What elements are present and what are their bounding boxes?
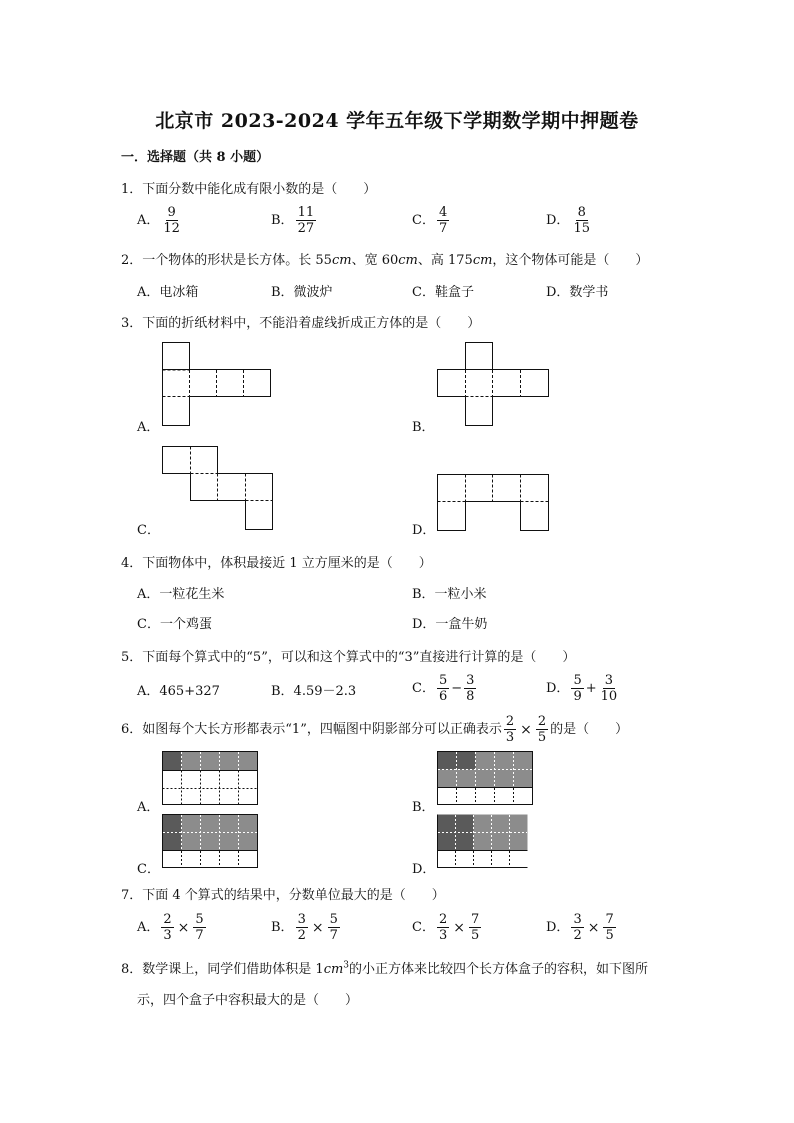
question-3-stem: 3．下面的折纸材料中，不能沿着虚线折成正方体的是（ ） xyxy=(121,316,481,331)
fraction: $\frac{4}{7}$ xyxy=(438,205,448,236)
q4-option-d[interactable]: D．一盒牛奶 xyxy=(412,617,488,632)
q3-label-c[interactable]: C． xyxy=(137,523,160,538)
fraction: $\frac{2}{3}$ xyxy=(438,912,448,943)
q6-grid-b-figure[interactable] xyxy=(437,751,535,807)
q1-option-a[interactable] xyxy=(137,205,184,236)
q6-grid-a-figure[interactable] xyxy=(162,751,260,807)
q4-option-c[interactable]: C．一个鸡蛋 xyxy=(137,617,212,632)
fraction: $\frac{5}{9}$ xyxy=(573,673,582,704)
fraction: $\frac{11}{27}$ xyxy=(297,205,315,236)
section-heading: 一．选择题（共 8 小题） xyxy=(121,150,270,165)
fraction: $\frac{5}{6}$ xyxy=(438,673,448,704)
option-label: B． xyxy=(271,213,294,228)
q6-grid-c-figure[interactable] xyxy=(162,814,260,870)
q2-option-c[interactable]: C．鞋盒子 xyxy=(412,285,474,300)
question-2-stem: 2．一个物体的形状是长方体。长 55cm、宽 60cm、高 175cm，这个物体可能是（ ） xyxy=(121,253,649,268)
option-label: D． xyxy=(546,213,570,228)
fraction: $\frac{5}{7}$ xyxy=(329,912,338,943)
q3-net-d-figure[interactable] xyxy=(435,472,553,534)
q3-net-a-figure[interactable] xyxy=(160,340,272,430)
question-5-stem: 5．下面每个算式中的“5”，可以和这个算式中的“3”直接进行计算的是（ ） xyxy=(121,650,576,665)
question-7-stem: 7．下面 4 个算式的结果中，分数单位最大的是（ ） xyxy=(121,888,445,903)
fraction: $\frac{9}{12}$ xyxy=(163,205,180,236)
q6-label-c[interactable]: C． xyxy=(137,862,160,877)
q7-option-b[interactable]: B． $\frac{3}{2}$ × $\frac{5}{7}$ xyxy=(271,912,338,943)
question-8-line-1: 8．数学课上，同学们借助体积是 $1cm^3$的小正方体来比较四个长方体盒子的容积，如下图所 xyxy=(121,960,649,977)
q3-label-b[interactable]: B． xyxy=(412,420,435,435)
fraction: $\frac{3}{2}$ xyxy=(297,912,306,943)
q5-option-d[interactable]: D． $\frac{5}{9}$ + $\frac{3}{10}$ xyxy=(546,673,618,704)
q4-option-a[interactable]: A．一粒花生米 xyxy=(137,587,225,602)
fraction: $\frac{7}{5}$ xyxy=(470,912,480,943)
question-8-line-2: 示，四个盒子中容积最大的是（ ） xyxy=(137,993,359,1008)
option-label: A． xyxy=(137,213,160,228)
fraction: $\frac{2}{3}$ xyxy=(163,912,172,943)
q5-option-c[interactable]: C． $\frac{5}{6}$ − $\frac{3}{8}$ xyxy=(412,673,475,704)
q5-option-a[interactable]: A．465+327 xyxy=(137,684,220,699)
q3-net-c-figure[interactable] xyxy=(160,444,276,534)
q7-option-c[interactable]: C． $\frac{2}{3}$ × $\frac{7}{5}$ xyxy=(412,912,480,943)
q2-option-b[interactable]: B．微波炉 xyxy=(271,285,333,300)
question-4-stem: 4．下面物体中，体积最接近 1 立方厘米的是（ ） xyxy=(121,556,432,571)
fraction: $\frac{8}{15}$ xyxy=(573,205,590,236)
q5-option-b[interactable]: B．4.59－2.3 xyxy=(271,684,357,699)
q1-option-d[interactable] xyxy=(546,205,594,236)
q4-option-b[interactable]: B．一粒小米 xyxy=(412,587,487,602)
fraction: $\frac{3}{10}$ xyxy=(600,673,618,704)
q1-option-b[interactable] xyxy=(271,205,318,236)
fraction: $\frac{3}{2}$ xyxy=(573,912,582,943)
fraction: $\frac{7}{5}$ xyxy=(605,912,614,943)
page-title: 北京市 2023-2024 学年五年级下学期数学期中押题卷 xyxy=(155,110,639,132)
fraction: $\frac{5}{7}$ xyxy=(195,912,204,943)
q7-option-d[interactable]: D． $\frac{3}{2}$ × $\frac{7}{5}$ xyxy=(546,912,614,943)
q3-net-b-figure[interactable] xyxy=(435,340,551,430)
q2-option-a[interactable]: A．电冰箱 xyxy=(137,285,199,300)
q6-label-b[interactable]: B． xyxy=(412,800,435,815)
q3-label-d[interactable]: D． xyxy=(412,523,436,538)
q1-option-c[interactable] xyxy=(412,205,451,236)
fraction: $\frac{2}{3}$ xyxy=(505,714,515,745)
fraction: $\frac{2}{5}$ xyxy=(537,714,547,745)
q7-option-a[interactable]: A． $\frac{2}{3}$ × $\frac{5}{7}$ xyxy=(137,912,204,943)
fraction: $\frac{3}{8}$ xyxy=(466,673,475,704)
q6-label-a[interactable]: A． xyxy=(137,800,160,815)
question-6-stem: 6．如图每个大长方形都表示“1”，四幅图中阴影部分可以正确表示 $\frac{2}{3}$ × $\frac{2}{5}$ 的是（ ） xyxy=(121,714,629,745)
question-1-stem: 1．下面分数中能化成有限小数的是（ ） xyxy=(121,182,377,197)
q6-label-d[interactable]: D． xyxy=(412,862,436,877)
q2-option-d[interactable]: D．数学书 xyxy=(546,285,609,300)
q3-label-a[interactable]: A． xyxy=(137,420,160,435)
q6-grid-d-figure[interactable] xyxy=(437,814,535,870)
option-label: C． xyxy=(412,213,435,228)
